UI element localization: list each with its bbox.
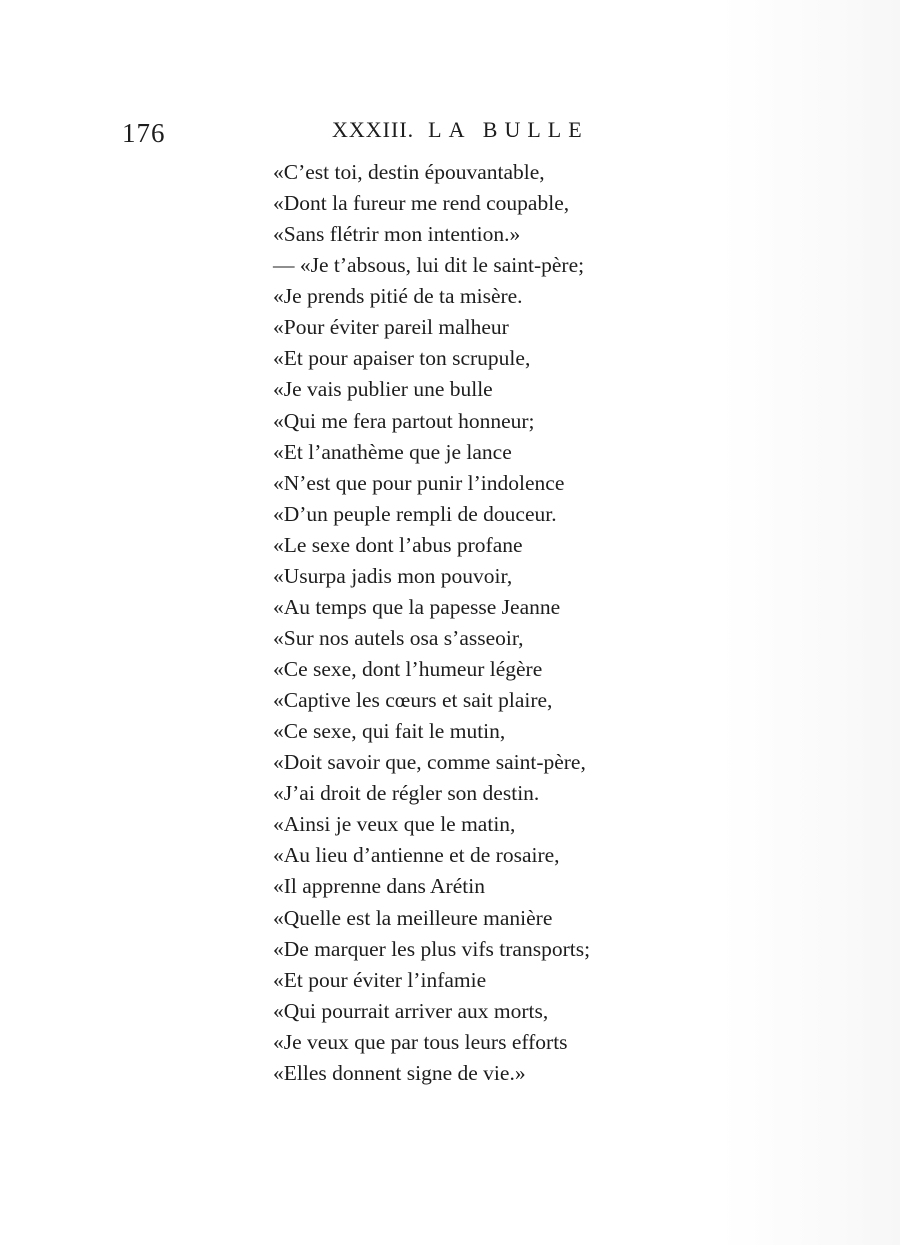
verse-line: «Je veux que par tous leurs efforts (273, 1029, 568, 1054)
verse-line: «Je prends pitié de ta misère. (273, 284, 523, 309)
verse-line: «Pour éviter pareil malheur (273, 315, 509, 340)
running-head (332, 117, 589, 143)
verse-line: «Ce sexe, dont l’humeur légère (273, 657, 543, 681)
verse-line: «Et pour éviter l’infamie (273, 967, 487, 992)
verse-line: «Doit savoir que, comme saint-père, (273, 750, 586, 775)
verse-line: «Et l’anathème que je lance (273, 439, 512, 464)
verse-line: «Dont la fureur me rend coupable, (273, 191, 570, 216)
verse-line: «Ce sexe, qui fait le mutin, (273, 719, 506, 744)
verse-line: «Et pour apaiser ton scrupule, (273, 346, 531, 371)
verse-line: «Au lieu d’antienne et de rosaire, (273, 843, 560, 868)
verse-line: «De marquer les plus vifs transports; (273, 936, 591, 961)
verse-line: «Au temps que la papesse Jeanne (273, 594, 561, 619)
verse-line: «Sans flétrir mon intention.» (273, 222, 521, 247)
page-number: 176 (122, 118, 166, 148)
chapter-number: XXXIII. (332, 117, 415, 142)
verse-line: «Captive les cœurs et sait plaire, (273, 688, 553, 713)
verse-line: — «Je t’absous, lui dit le saint-père; (273, 253, 585, 278)
verse-line: «Il apprenne dans Arétin (273, 874, 485, 899)
verse-line: «Elles donnent signe de vie.» (273, 1060, 526, 1085)
verse-line: «Sur nos autels osa s’asseoir, (273, 625, 524, 650)
verse-line: «Quelle est la meilleure manière (273, 905, 553, 930)
verse-line: «Ainsi je veux que le matin, (273, 812, 516, 837)
verse-line: «Je vais publier une bulle (273, 377, 493, 402)
verse-line: «Le sexe dont l’abus profane (273, 532, 523, 557)
verse-line: «Usurpa jadis mon pouvoir, (273, 563, 513, 588)
verse-line: «J’ai droit de régler son destin. (273, 781, 540, 806)
chapter-title: LA BULLE (428, 117, 589, 142)
verse-line: «Qui pourrait arriver aux morts, (273, 998, 549, 1023)
verse-line: «N’est que pour punir l’indolence (273, 470, 565, 495)
verse-line: «C’est toi, destin épouvantable, (273, 160, 545, 184)
verse-line: «Qui me fera partout honneur; (273, 408, 535, 433)
poem-verses (273, 157, 590, 1089)
verse-line: «D’un peuple rempli de douceur. (273, 501, 557, 526)
